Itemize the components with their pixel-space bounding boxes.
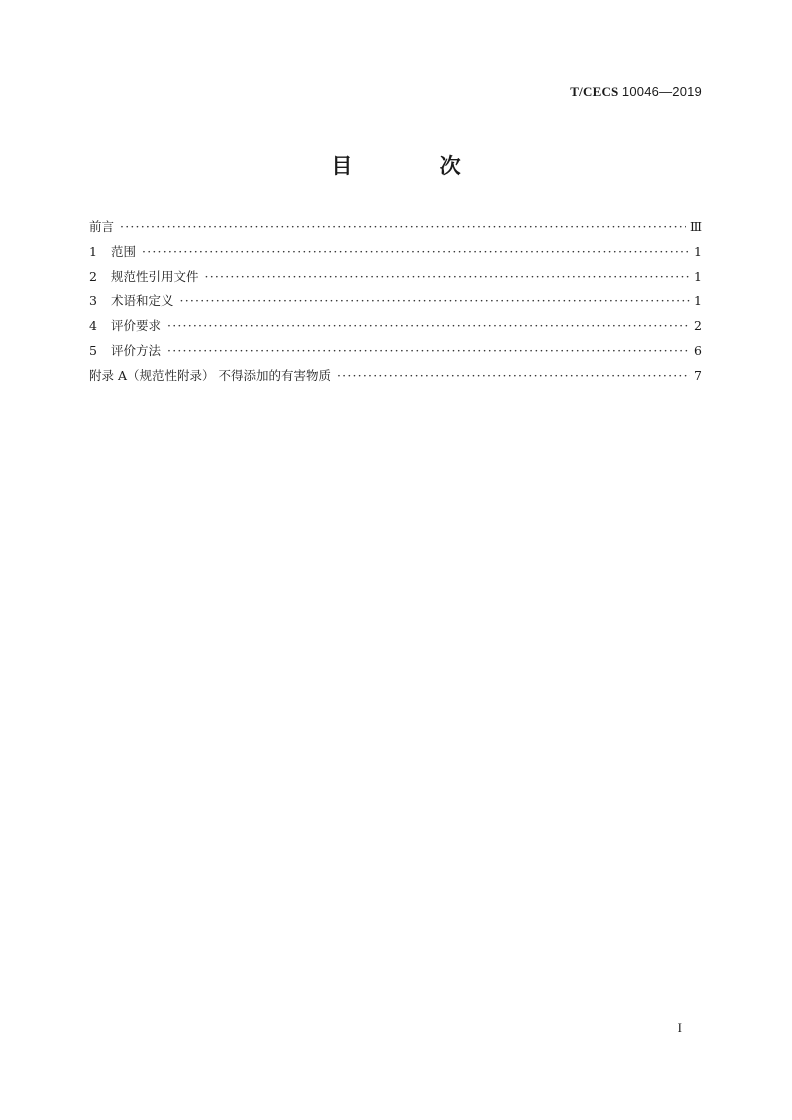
toc-entry-number: 4	[89, 318, 97, 334]
toc-entry-title	[89, 341, 161, 359]
toc-entry-label: 术语和定义	[111, 293, 174, 309]
toc-leader-dots	[167, 318, 690, 333]
toc-leader-dots	[120, 219, 686, 234]
toc-entry-label: 范围	[111, 243, 137, 259]
toc-leader-dots	[205, 269, 690, 284]
table-of-contents	[89, 217, 702, 391]
toc-entry-page: 2	[694, 318, 702, 334]
toc-entry-number: 3	[89, 293, 97, 309]
toc-entry-scope[interactable]	[89, 242, 702, 267]
toc-entry-evaluation-requirements[interactable]	[89, 316, 702, 341]
toc-entry-page: 1	[694, 268, 702, 284]
toc-entry-title	[89, 217, 114, 235]
standard-prefix: T/CECS	[570, 84, 619, 99]
toc-entry-number: 5	[89, 342, 97, 358]
toc-entry-label: 评价方法	[111, 342, 162, 358]
toc-entry-page: 6	[694, 342, 702, 358]
toc-entry-label: 附录 A（规范性附录） 不得添加的有害物质	[89, 367, 331, 383]
toc-leader-dots	[337, 368, 690, 383]
toc-entry-foreword[interactable]	[89, 217, 702, 242]
toc-entry-title	[89, 316, 161, 334]
toc-entry-title	[89, 291, 174, 309]
toc-entry-evaluation-methods[interactable]	[89, 341, 702, 366]
toc-entry-page: Ⅲ	[689, 219, 702, 234]
toc-entry-label: 前言	[89, 219, 115, 234]
toc-entry-page: 1	[694, 293, 702, 309]
toc-entry-page: 1	[694, 243, 702, 259]
page-number: I	[677, 1020, 682, 1035]
toc-entry-appendix-a[interactable]	[89, 366, 702, 391]
toc-entry-title	[89, 366, 331, 384]
standard-number: 10046—2019	[621, 84, 702, 99]
toc-leader-dots	[180, 293, 690, 308]
toc-entry-label: 规范性引用文件	[111, 268, 199, 284]
toc-entry-number: 1	[89, 243, 97, 259]
toc-leader-dots	[167, 343, 690, 358]
toc-entry-page: 7	[694, 367, 702, 383]
toc-entry-title	[89, 242, 136, 260]
toc-entry-number: 2	[89, 268, 97, 284]
toc-entry-label: 评价要求	[111, 318, 162, 334]
toc-entry-terms-definitions[interactable]	[89, 291, 702, 316]
toc-entry-normative-references[interactable]	[89, 267, 702, 292]
toc-entry-title	[89, 267, 199, 285]
toc-leader-dots	[142, 244, 690, 259]
page-title: 目 次	[331, 154, 501, 178]
standard-code	[570, 84, 702, 100]
